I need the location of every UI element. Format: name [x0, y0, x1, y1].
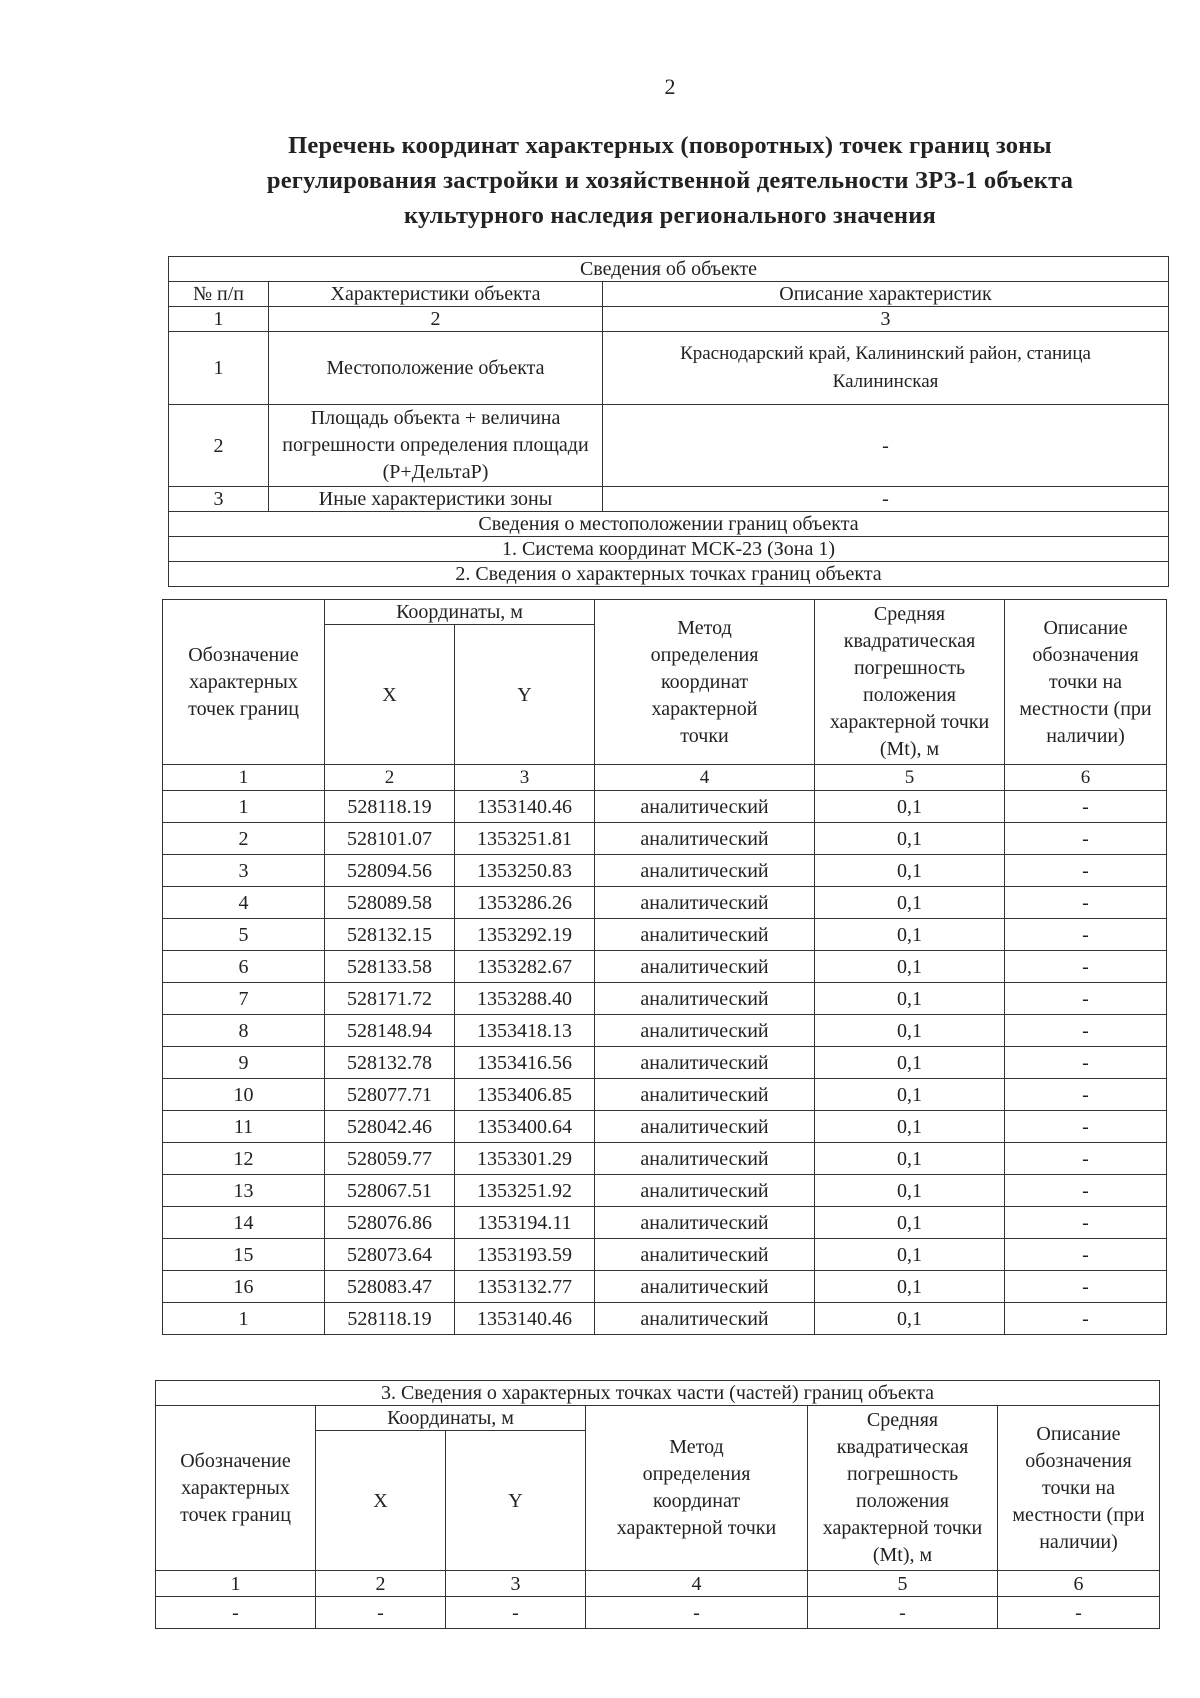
- col-number: 5: [815, 765, 1005, 791]
- cell-method: аналитический: [595, 983, 815, 1015]
- cell-error: 0,1: [815, 1271, 1005, 1303]
- col-number: 3: [446, 1571, 586, 1597]
- cell-error: 0,1: [815, 919, 1005, 951]
- cell-method: аналитический: [595, 1239, 815, 1271]
- title-line-3: культурного наследия регионального значения: [404, 202, 936, 229]
- cell-method: аналитический: [595, 951, 815, 983]
- cell-error: 0,1: [815, 1111, 1005, 1143]
- col-number: 6: [998, 1571, 1160, 1597]
- info-row-value: -: [603, 487, 1169, 512]
- cell-desc: -: [1005, 1271, 1167, 1303]
- info-row-num: 2: [169, 405, 269, 487]
- cell-x: 528077.71: [325, 1079, 455, 1111]
- cell-method: аналитический: [595, 1303, 815, 1335]
- cell-desc: -: [1005, 1175, 1167, 1207]
- header-error: Средняя квадратическая погрешность положения характерной точки (Mt), м: [808, 1406, 998, 1571]
- header-point-label: Обозначение характерных точек границ: [156, 1406, 316, 1571]
- cell-error: 0,1: [815, 1079, 1005, 1111]
- cell-point: 1: [163, 1303, 325, 1335]
- cell-y: 1353251.92: [455, 1175, 595, 1207]
- cell-x: 528132.78: [325, 1047, 455, 1079]
- title-line-1: Перечень координат характерных (поворотных) точек границ зоны: [288, 132, 1052, 159]
- cell-error: 0,1: [815, 1015, 1005, 1047]
- cell-y: 1353194.11: [455, 1207, 595, 1239]
- cell-error: 0,1: [815, 983, 1005, 1015]
- cell-desc: -: [1005, 1047, 1167, 1079]
- header-y: Y: [455, 625, 595, 765]
- info-row-value: -: [603, 405, 1169, 487]
- cell-error: 0,1: [815, 1143, 1005, 1175]
- cell-x: 528094.56: [325, 855, 455, 887]
- table-row: [163, 1175, 1167, 1207]
- cell-y: 1353406.85: [455, 1079, 595, 1111]
- cell-desc: -: [1005, 951, 1167, 983]
- cell-y: 1353282.67: [455, 951, 595, 983]
- cell-desc: -: [1005, 791, 1167, 823]
- cell-y: 1353193.59: [455, 1239, 595, 1271]
- cell-y: 1353250.83: [455, 855, 595, 887]
- cell-error: 0,1: [815, 855, 1005, 887]
- points-title: 2. Сведения о характерных точках границ объекта: [169, 562, 1169, 587]
- cell-point: 3: [163, 855, 325, 887]
- location-title: Сведения о местоположении границ объекта: [169, 512, 1169, 537]
- cell-y: 1353132.77: [455, 1271, 595, 1303]
- object-info-title: Сведения об объекте: [169, 257, 1169, 282]
- header-x: X: [316, 1431, 446, 1571]
- col-number: 1: [156, 1571, 316, 1597]
- info-row-num: 3: [169, 487, 269, 512]
- cell-method: аналитический: [595, 919, 815, 951]
- cell-y: 1353400.64: [455, 1111, 595, 1143]
- cell-point: 14: [163, 1207, 325, 1239]
- cell-error: 0,1: [815, 951, 1005, 983]
- part-cell-error: -: [808, 1597, 998, 1629]
- cell-x: 528133.58: [325, 951, 455, 983]
- info-row-name: Иные характеристики зоны: [269, 487, 603, 512]
- part-cell-desc: -: [998, 1597, 1160, 1629]
- table-row: [163, 1143, 1167, 1175]
- cell-point: 2: [163, 823, 325, 855]
- cell-desc: -: [1005, 1207, 1167, 1239]
- cell-desc: -: [1005, 1015, 1167, 1047]
- cell-method: аналитический: [595, 1143, 815, 1175]
- boundary-points-table: [162, 599, 1167, 1335]
- cell-y: 1353416.56: [455, 1047, 595, 1079]
- cell-method: аналитический: [595, 1207, 815, 1239]
- cell-method: аналитический: [595, 791, 815, 823]
- header-coordinates: Координаты, м: [325, 600, 595, 625]
- title-line-2: регулирования застройки и хозяйственной деятельности ЗРЗ-1 объекта: [266, 167, 1074, 194]
- cell-point: 5: [163, 919, 325, 951]
- cell-y: 1353286.26: [455, 887, 595, 919]
- col-number: 6: [1005, 765, 1167, 791]
- cell-point: 6: [163, 951, 325, 983]
- header-y: Y: [446, 1431, 586, 1571]
- table-row: [163, 855, 1167, 887]
- table-row: [163, 1111, 1167, 1143]
- info-row-name: Площадь объекта + величина погрешности определения площади (Р+ДельтаР): [269, 405, 603, 487]
- cell-error: 0,1: [815, 1303, 1005, 1335]
- cell-desc: -: [1005, 983, 1167, 1015]
- cell-error: 0,1: [815, 791, 1005, 823]
- col-number: 1: [163, 765, 325, 791]
- cell-error: 0,1: [815, 1047, 1005, 1079]
- table-row: [163, 983, 1167, 1015]
- cell-x: 528089.58: [325, 887, 455, 919]
- col-number: 4: [586, 1571, 808, 1597]
- cell-method: аналитический: [595, 1111, 815, 1143]
- table-row: [163, 919, 1167, 951]
- cell-x: 528059.77: [325, 1143, 455, 1175]
- cell-desc: -: [1005, 887, 1167, 919]
- col-number: 3: [455, 765, 595, 791]
- table-row: [163, 1303, 1167, 1335]
- cell-error: 0,1: [815, 1239, 1005, 1271]
- table-row: [163, 1239, 1167, 1271]
- part-cell-method: -: [586, 1597, 808, 1629]
- cell-y: 1353251.81: [455, 823, 595, 855]
- part-title: 3. Сведения о характерных точках части (частей) границ объекта: [156, 1381, 1160, 1406]
- part-cell-y: -: [446, 1597, 586, 1629]
- header-method: Метод определения координат характерной точки: [586, 1406, 808, 1571]
- cell-point: 11: [163, 1111, 325, 1143]
- cell-point: 8: [163, 1015, 325, 1047]
- cell-desc: -: [1005, 1303, 1167, 1335]
- document-title: [200, 128, 1140, 233]
- table-row: [163, 1271, 1167, 1303]
- cell-desc: -: [1005, 1239, 1167, 1271]
- cell-point: 15: [163, 1239, 325, 1271]
- cell-point: 10: [163, 1079, 325, 1111]
- cell-x: 528076.86: [325, 1207, 455, 1239]
- cell-desc: -: [1005, 919, 1167, 951]
- cell-desc: -: [1005, 1079, 1167, 1111]
- cell-x: 528083.47: [325, 1271, 455, 1303]
- coord-system: 1. Система координат МСК-23 (Зона 1): [169, 537, 1169, 562]
- cell-method: аналитический: [595, 1047, 815, 1079]
- cell-y: 1353140.46: [455, 1303, 595, 1335]
- cell-point: 4: [163, 887, 325, 919]
- header-error: Средняя квадратическая погрешность положения характерной точки (Mt), м: [815, 600, 1005, 765]
- cell-point: 7: [163, 983, 325, 1015]
- cell-x: 528067.51: [325, 1175, 455, 1207]
- header-x: X: [325, 625, 455, 765]
- header-coordinates: Координаты, м: [316, 1406, 586, 1431]
- cell-error: 0,1: [815, 823, 1005, 855]
- cell-error: 0,1: [815, 1175, 1005, 1207]
- cell-method: аналитический: [595, 1079, 815, 1111]
- info-row-name: Местоположение объекта: [269, 332, 603, 405]
- cell-method: аналитический: [595, 1175, 815, 1207]
- col-number: 5: [808, 1571, 998, 1597]
- table-row: [163, 791, 1167, 823]
- cell-y: 1353301.29: [455, 1143, 595, 1175]
- cell-method: аналитический: [595, 1015, 815, 1047]
- cell-point: 12: [163, 1143, 325, 1175]
- part-points-table: [155, 1380, 1160, 1629]
- cell-y: 1353418.13: [455, 1015, 595, 1047]
- info-row-num: 1: [169, 332, 269, 405]
- col-number: 2: [269, 307, 603, 332]
- cell-x: 528118.19: [325, 1303, 455, 1335]
- col-number: 4: [595, 765, 815, 791]
- cell-desc: -: [1005, 823, 1167, 855]
- cell-y: 1353292.19: [455, 919, 595, 951]
- col-number: 3: [603, 307, 1169, 332]
- cell-method: аналитический: [595, 823, 815, 855]
- table-row: [163, 1047, 1167, 1079]
- header-method: Метод определения координат характерной точки: [595, 600, 815, 765]
- cell-desc: -: [1005, 1111, 1167, 1143]
- header-num: № п/п: [169, 282, 269, 307]
- part-cell-point: -: [156, 1597, 316, 1629]
- cell-error: 0,1: [815, 1207, 1005, 1239]
- col-number: 2: [325, 765, 455, 791]
- cell-point: 1: [163, 791, 325, 823]
- table-row: [163, 951, 1167, 983]
- header-characteristics: Характеристики объекта: [269, 282, 603, 307]
- header-point-label: Обозначение характерных точек границ: [163, 600, 325, 765]
- cell-method: аналитический: [595, 887, 815, 919]
- cell-desc: -: [1005, 855, 1167, 887]
- cell-x: 528118.19: [325, 791, 455, 823]
- cell-method: аналитический: [595, 855, 815, 887]
- cell-error: 0,1: [815, 887, 1005, 919]
- col-number: 2: [316, 1571, 446, 1597]
- cell-point: 16: [163, 1271, 325, 1303]
- cell-y: 1353288.40: [455, 983, 595, 1015]
- header-description: Описание обозначения точки на местности (при наличии): [998, 1406, 1160, 1571]
- object-info-table: [168, 256, 1169, 587]
- cell-x: 528101.07: [325, 823, 455, 855]
- cell-y: 1353140.46: [455, 791, 595, 823]
- col-number: 1: [169, 307, 269, 332]
- cell-method: аналитический: [595, 1271, 815, 1303]
- cell-point: 13: [163, 1175, 325, 1207]
- cell-desc: -: [1005, 1143, 1167, 1175]
- header-description: Описание обозначения точки на местности (при наличии): [1005, 600, 1167, 765]
- part-cell-x: -: [316, 1597, 446, 1629]
- page-number: 2: [664, 74, 676, 99]
- table-row: [163, 887, 1167, 919]
- cell-x: 528073.64: [325, 1239, 455, 1271]
- table-row: [163, 823, 1167, 855]
- cell-x: 528148.94: [325, 1015, 455, 1047]
- cell-x: 528132.15: [325, 919, 455, 951]
- header-description: Описание характеристик: [603, 282, 1169, 307]
- table-row: [163, 1079, 1167, 1111]
- cell-x: 528171.72: [325, 983, 455, 1015]
- info-row-value: Краснодарский край, Калининский район, станица Калининская: [603, 332, 1169, 405]
- cell-x: 528042.46: [325, 1111, 455, 1143]
- cell-point: 9: [163, 1047, 325, 1079]
- table-row: [163, 1207, 1167, 1239]
- table-row: [163, 1015, 1167, 1047]
